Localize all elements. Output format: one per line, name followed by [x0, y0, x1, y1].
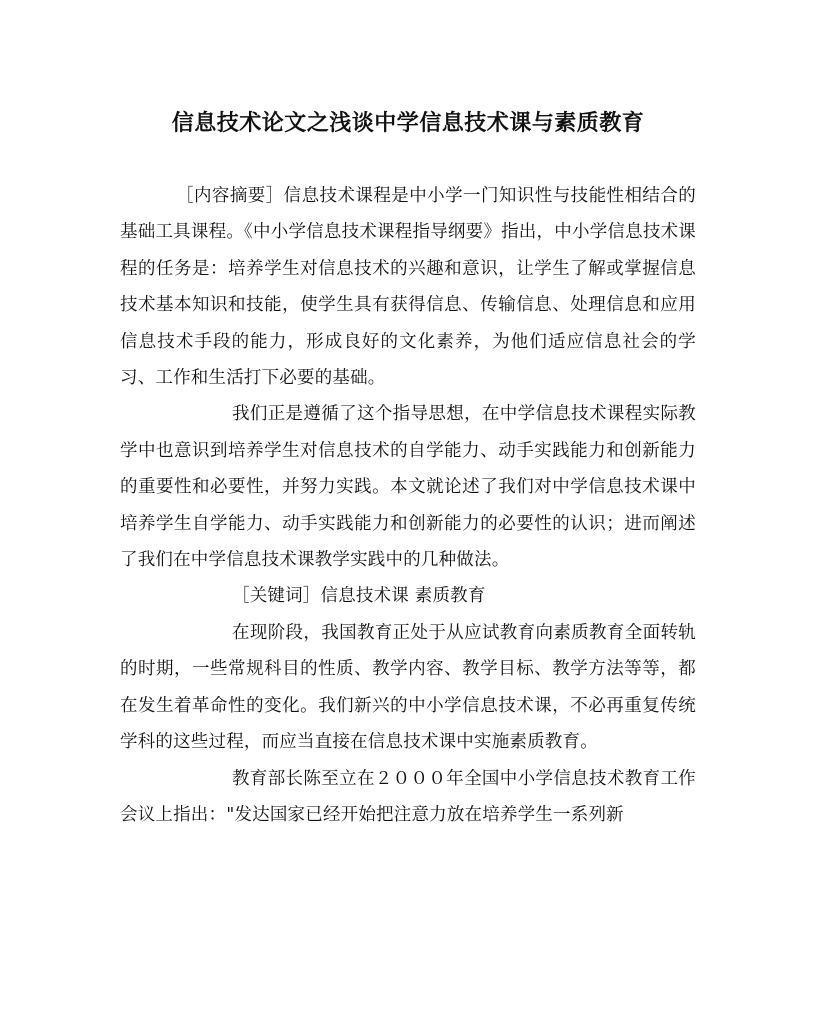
- body-paragraph: 在现阶段，我国教育正处于从应试教育向素质教育全面转轨的时期，一些常规科目的性质、教学内容、教学目标、教学方法等等，都在发生着革命性的变化。我们新兴的中小学信息技术课，不必再重复传统学科的这些过程，而应当直接在信息技术课中实施素质教育。: [120, 622, 696, 753]
- document-title: 信息技术论文之浅谈中学信息技术课与素质教育: [171, 110, 645, 136]
- keywords-paragraph: ［关键词］信息技术课 素质教育: [232, 586, 486, 607]
- abstract-paragraph: ［内容摘要］信息技术课程是中小学一门知识性与技能性相结合的基础工具课程。《中小学信息技术课程指导纲要》指出，中小学信息技术课程的任务是：培养学生对信息技术的兴趣和意识，让学生了解或掌握信息技术基本知识和技能，使学生具有获得信息、传输信息、处理信息和应用信息技术手段的能力，形成良好的文化素养，为他们适应信息社会的学习、工作和生活打下必要的基础。: [120, 186, 696, 389]
- document-body: [120, 178, 696, 833]
- body-paragraph: 我们正是遵循了这个指导思想，在中学信息技术课程实际教学中也意识到培养学生对信息技术的自学能力、动手实践能力和创新能力的重要性和必要性，并努力实践。本文就论述了我们对中学信息技术课中培养学生自学能力、动手实践能力和创新能力的必要性的认识；进而阐述了我们在中学信息技术课教学实践中的几种做法。: [120, 404, 696, 571]
- body-paragraph: 教育部长陈至立在２０００年全国中小学信息技术教育工作会议上指出："发达国家已经开始把注意力放在培养学生一系列新: [120, 768, 696, 825]
